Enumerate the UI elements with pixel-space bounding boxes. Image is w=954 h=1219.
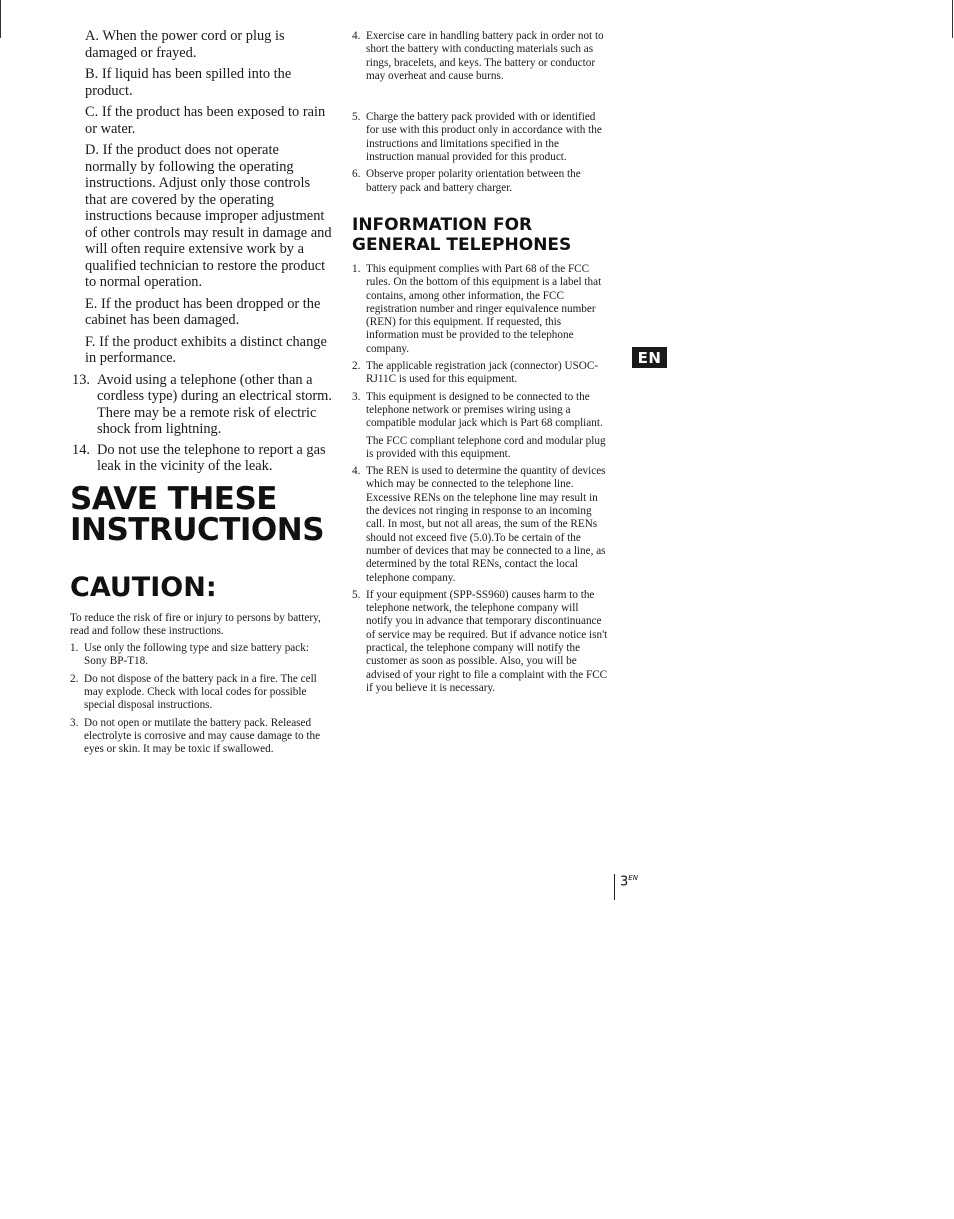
caution-item-4: 4. Exercise care in handling battery pack in order not to short the battery with conducting materials such as rings, bracelets, and keys. The battery or conductor may overheat and cause burns. <box>352 30 604 82</box>
info-general-telephones-heading: INFORMATION FOR GENERAL TELEPHONES <box>352 214 572 255</box>
info-item-2: 2. The applicable registration jack (connector) USOC-RJ11C is used for this equipment. <box>352 360 599 386</box>
caution-intro: To reduce the risk of fire or injury to persons by battery, read and follow these instructions. <box>70 611 321 637</box>
caution-item-6: 6. Observe proper polarity orientation between the battery pack and battery charger. <box>352 168 581 194</box>
left-edge-rule <box>0 0 1 38</box>
caution-item-5: 5. Charge the battery pack provided with or identified for use with this product only in accordance with the instructions and limitations specified in the instruction manual provided for this product. <box>352 111 602 164</box>
info-item-1: 1. This equipment complies with Part 68 of the FCC rules. On the bottom of this equipment is a label that contains, among other information, the FCC registration number and ringer equivalence number (REN) for this equipment. If requested, this information must be provided to the telephone company. <box>352 262 602 355</box>
caution-item-1: 1. Use only the following type and size battery pack: Sony BP-T18. <box>70 642 309 668</box>
info-item-5: 5. If your equipment (SPP-SS960) causes harm to the telephone network, the telephone company will notify you in advance that temporary discontinuance of service may be required. But if advance notice isn't practical, the telephone company will notify the customer as soon as possible. Also, you will be advised of your right to file a complaint with the FCC if you believe it is necessary. <box>352 588 608 694</box>
right-column <box>352 30 608 699</box>
right-edge-rule <box>952 0 953 38</box>
left-column <box>70 28 332 760</box>
save-instructions-heading: SAVE THESE INSTRUCTIONS <box>70 480 325 548</box>
item-c: C. If the product has been exposed to rain or water. <box>85 104 326 137</box>
item-b: B. If liquid has been spilled into the product. <box>85 66 292 99</box>
item-d: D. If the product does not operate normally by following the operating instructions. Adjust only those controls that are covered by the operating instructions because improper adjustment of other controls may result in damage and will often require extensive work by a qualified technician to restore the product to normal operation. <box>85 142 332 290</box>
item-a: A. When the power cord or plug is damaged or frayed. <box>85 28 285 61</box>
caution-item-2: 2. Do not dispose of the battery pack in a fire. The cell may explode. Check with local codes for possible special disposal instructions. <box>70 672 317 712</box>
language-badge-en: EN <box>632 347 667 368</box>
info-item-4: 4. The REN is used to determine the quantity of devices which may be connected to the telephone line. Excessive RENs on the telephone line may result in the devices not ringing in response to an incoming call. In most, but not all areas, the sum of the RENs should not exceed five (5.0).To be certain of the number of devices that may be connected to a line, as determined by the total RENs, contact the local telephone company. <box>352 465 606 584</box>
caution-item-3: 3. Do not open or mutilate the battery pack. Released electrolyte is corrosive and may cause damage to the eyes or skin. It may be toxic if swallowed. <box>70 716 321 756</box>
item-e: E. If the product has been dropped or the cabinet has been damaged. <box>85 295 321 328</box>
info-item-3-note: The FCC compliant telephone cord and modular plug is provided with this equipment. <box>366 434 606 460</box>
page-number: $3^{EN}$ <box>614 874 638 900</box>
info-item-3: 3. This equipment is designed to be connected to the telephone network or premises wiring using a compatible modular jack which is Part 68 compliant. <box>352 390 603 430</box>
item-14: 14. Do not use the telephone to report a gas leak in the vicinity of the leak. <box>72 441 326 474</box>
caution-heading: CAUTION: <box>70 571 217 603</box>
item-f: F. If the product exhibits a distinct change in performance. <box>85 333 327 366</box>
item-13: 13. Avoid using a telephone (other than a cordless type) during an electrical storm. There may be a remote risk of electric shock from lightning. <box>72 371 332 437</box>
